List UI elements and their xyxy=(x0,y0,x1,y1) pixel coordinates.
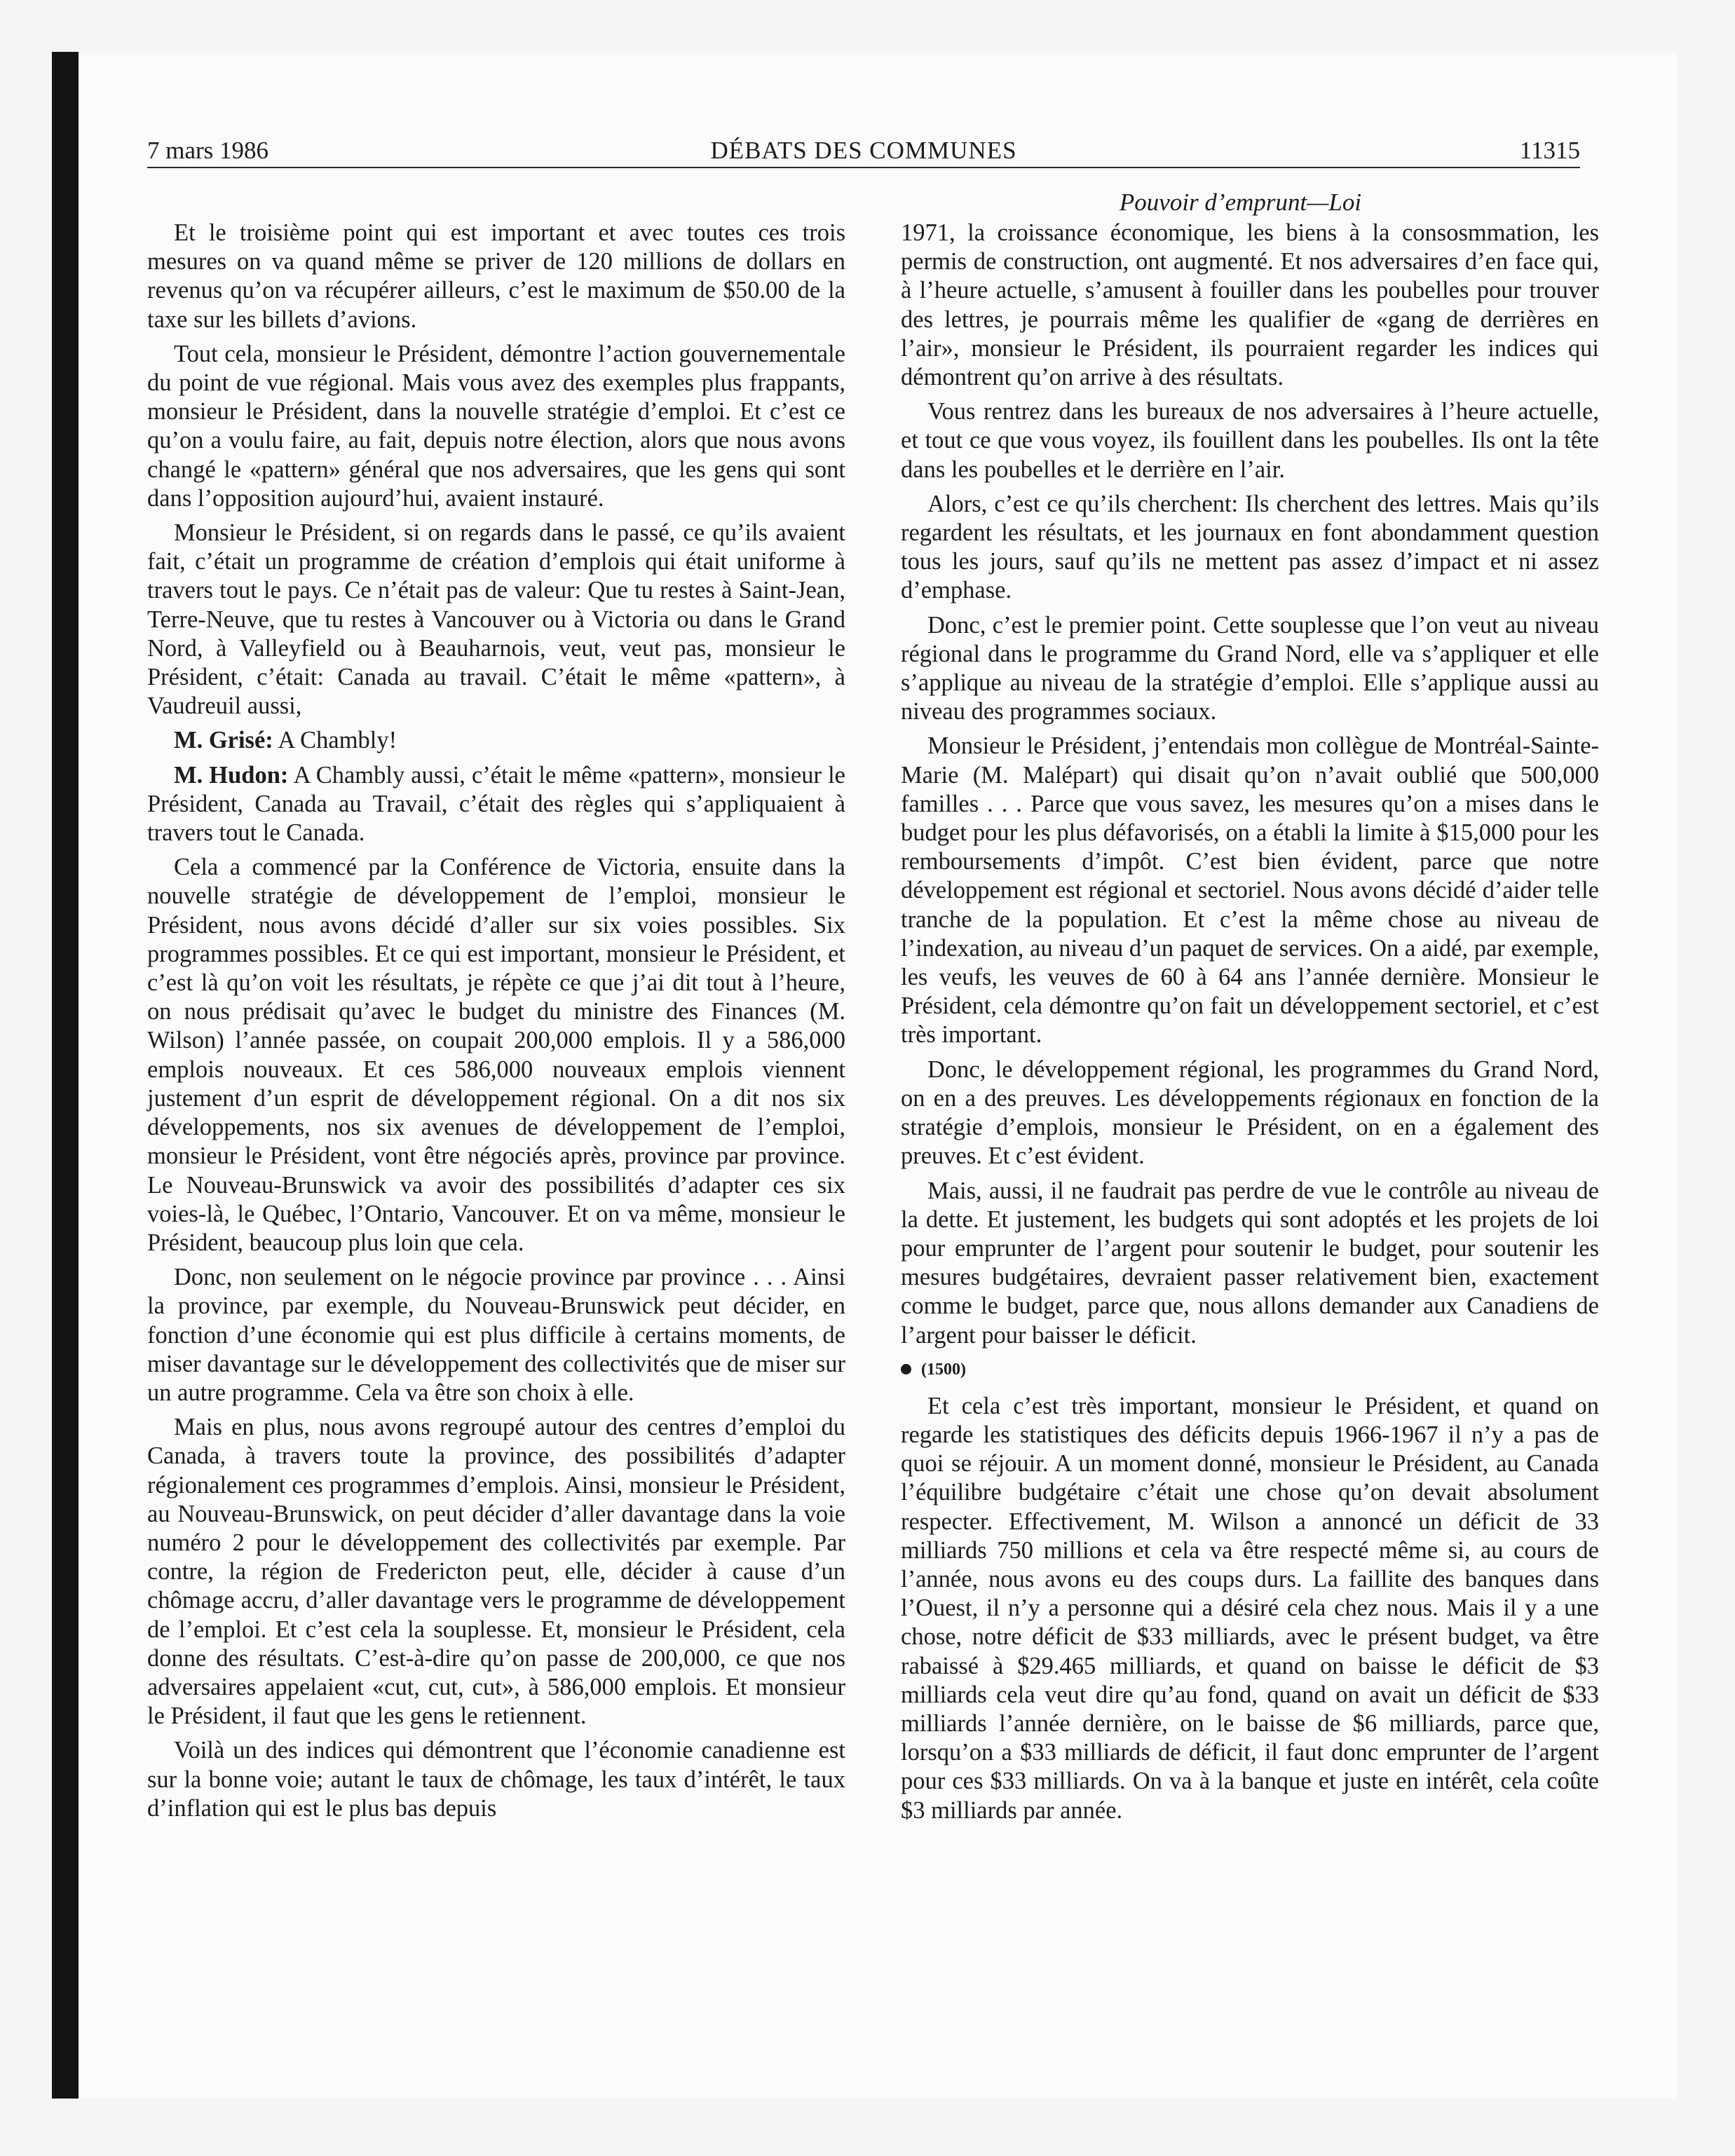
paragraph: Monsieur le Président, j’entendais mon collègue de Montréal-Sainte-Marie (M. Malépart) qui disait qu’on n’avait oublié que 500,000 familles . . . Parce que vous savez, les mesures qu’on a mises dans le budget pour les plus défavorisés, on a établi la limite à $15,000 pour les remboursements d’impôt. C’est bien évident, parce que notre développement est régional et sectoriel. Nous avons décidé d’aider telle tranche de la population. Et c’est la même chose au niveau de l’indexation, au niveau d’un paquet de services. On a aidé, par exemple, les veufs, les veuves de 60 à 64 ans l’année dernière. Monsieur le Président, cela démontre qu’on fait un développement sectoriel, et c’est très important. xyxy=(901,732,1599,1049)
running-head: Pouvoir d’emprunt—Loi xyxy=(1119,189,1362,216)
timestamp-text: (1500) xyxy=(921,1360,966,1379)
scan-binding-edge xyxy=(52,52,79,2099)
paragraph: Donc, le développement régional, les programmes du Grand Nord, on en a des preuves. Les développements régionaux en fonction de la stratégie d’emplois, monsieur le Président, on en a également des preuves. Et c’est évident. xyxy=(901,1056,1599,1170)
right-column xyxy=(901,219,1599,1831)
paragraph-continued: 1971, la croissance économique, les biens à la consosmmation, les permis de construction, ont augmenté. Et nos adversaires d’en face qui, à l’heure actuelle, s’amusent à fouiller dans les poubelles pour trouver des lettres, je pourrais même les qualifier de «gang de derrières en l’air», monsieur le Président, ils pourraient regarder les indices qui démontrent qu’on arrive à des résultats. xyxy=(901,219,1599,391)
paragraph: Mais en plus, nous avons regroupé autour des centres d’emploi du Canada, à travers toute la province, des possibilités d’adapter régionalement ces programmes d’emplois. Ainsi, monsieur le Président, au Nouveau-Brunswick, on peut décider d’aller davantage dans la voie numéro 2 pour le développement des collectivités par exemple. Par contre, la région de Fredericton peut, elle, décider à cause d’un chômage accru, d’aller davantage vers le programme de développement de l’emploi. Et c’est cela la souplesse. Et, monsieur le Président, cela donne des résultats. C’est-à-dire qu’on passe de 200,000, ce que nos adversaires appelaient «cut, cut, cut», à 586,000 emplois. Et monsieur le Président, il faut que les gens le retiennent. xyxy=(147,1414,845,1730)
paragraph: Donc, non seulement on le négocie province par province . . . Ainsi la province, par exemple, du Nouveau-Brunswick peut décider, en fonction d’une économie qui est plus difficile à certains moments, de miser davantage sur le développement des collectivités que de miser sur un autre programme. Cela va être son choix à elle. xyxy=(147,1264,845,1406)
paragraph: Mais, aussi, il ne faudrait pas perdre de vue le contrôle au niveau de la dette. Et justement, les budgets qui sont adoptés et les projets de loi pour emprunter de l’argent pour soutenir le budget, pour soutenir les mesures budgétaires, devraient passer relativement bien, exactement comme le budget, parce que, nous allons demander aux Canadiens de l’argent pour baisser le déficit. xyxy=(901,1177,1599,1349)
paragraph: Vous rentrez dans les bureaux de nos adversaires à l’heure actuelle, et tout ce que vous voyez, ils fouillent dans les poubelles. Ils ont la tête dans les poubelles et le derrière en l’air. xyxy=(901,398,1599,483)
paragraph: Et cela c’est très important, monsieur le Président, et quand on regarde les statistiques des déficits depuis 1966-1967 il n’y a pas de quoi se réjouir. A un moment donné, monsieur le Président, au Canada l’équilibre budgétaire c’était une chose qu’on devait absolument respecter. Effectivement, M. Wilson a annoncé un déficit de 33 milliards 750 millions et cela va être respecté même si, au cours de l’année, nous avons eu des coups durs. La faillite des banques dans l’Ouest, il n’y a personne qui a désiré cela chez nous. Mais il y a une chose, notre déficit de $33 milliards, avec le présent budget, va être rabaissé à $29.465 milliards, et quand on baisse le déficit de $3 milliards cela veut dire qu’au fond, quand on avait un déficit de $33 milliards l’année dernière, on le baisse de $6 milliards, parce que, lorsqu’on a $33 milliards de déficit, il faut donc emprunter de l’argent pour ces $33 milliards. On va à la banque et juste en intérêt, cela coûte $3 milliards par année. xyxy=(901,1392,1599,1824)
bullet-icon xyxy=(901,1364,911,1374)
header-date: 7 mars 1986 xyxy=(147,137,269,164)
page-header xyxy=(147,135,1580,167)
paragraph: Monsieur le Président, si on regards dans le passé, ce qu’ils avaient fait, c’était un programme de création d’emplois qui était uniforme à travers tout le pays. Ce n’était pas de valeur: Que tu restes à Saint-Jean, Terre-Neuve, que tu restes à Vancouver ou à Victoria ou dans le Grand Nord, à Valleyfield ou à Beauharnois, veut, veut pas, monsieur le Président, c’était: Canada au travail. C’était le même «pattern», à Vaudreuil aussi, xyxy=(147,519,845,720)
speech-text: A Chambly! xyxy=(278,727,397,754)
speech-text: A Chambly aussi, c’était le même «pattern», monsieur le Président, Canada au Travail, c’était des règles qui s’appliquaient à travers tout le Canada. xyxy=(147,761,845,847)
speaker-name: M. Grisé: xyxy=(174,727,273,754)
paragraph: Donc, c’est le premier point. Cette souplesse que l’on veut au niveau régional dans le programme du Grand Nord, elle va s’appliquer et elle s’applique au niveau de la stratégie d’emploi. Elle s’applique aussi au niveau des programmes sociaux. xyxy=(901,611,1599,725)
header-title: DÉBATS DES COMMUNES xyxy=(710,137,1017,164)
header-rule xyxy=(147,167,1580,168)
speech-hudon xyxy=(147,761,845,848)
paragraph: Alors, c’est ce qu’ils cherchent: Ils cherchent des lettres. Mais qu’ils regardent les résultats, et les journaux en font abondamment question tous les jours, sauf qu’ils ne mettent pas assez d’impact et ni assez d’emphase. xyxy=(901,490,1599,604)
time-marker xyxy=(901,1356,1599,1384)
paragraph: Voilà un des indices qui démontrent que l’économie canadienne est sur la bonne voie; autant le taux de chômage, les taux d’intérêt, le taux d’inflation qui est le plus bas depuis xyxy=(147,1737,845,1822)
speaker-name: M. Hudon: xyxy=(174,761,289,789)
paragraph: Cela a commencé par la Conférence de Victoria, ensuite dans la nouvelle stratégie de développement de l’emploi, monsieur le Président, nous avons décidé d’aller sur six voies possibles. Six programmes possibles. Et ce qui est important, monsieur le Président, et c’est là qu’on voit les résultats, je répète ce que j’ai dit tout à l’heure, on nous prédisait qu’avec le budget du ministre des Finances (M. Wilson) l’année passée, on coupait 200,000 emplois. Il y a 586,000 emplois nouveaux. Et ces 586,000 nouveaux emplois viennent justement d’un esprit de développement régional. On a dit nos six développements, nos six avenues de développement de l’emploi, monsieur le Président, vont être négociés après, province par province. Le Nouveau-Brunswick va avoir des possibilités d’adapter ces six voies-là, le Québec, l’Ontario, Vancouver. Et on va même, monsieur le Président, beaucoup plus loin que cela. xyxy=(147,854,845,1256)
header-page-number: 11315 xyxy=(1519,137,1580,164)
left-column xyxy=(147,219,845,1829)
paragraph: Et le troisième point qui est important et avec toutes ces trois mesures on va quand même se priver de 120 millions de dollars en revenus qu’on va récupérer ailleurs, c’est le maximum de $50.00 de la taxe sur les billets d’avions. xyxy=(147,219,845,333)
speech-grise xyxy=(147,726,845,755)
paragraph: Tout cela, monsieur le Président, démontre l’action gouvernementale du point de vue régional. Mais vous avez des exemples plus frappants, monsieur le Président, dans la nouvelle stratégie d’emploi. Et c’est ce qu’on a voulu faire, au fait, depuis notre élection, alors que nous avons changé le «pattern» général que nos adversaires, que les gens qui sont dans l’opposition aujourd’hui, avaient instauré. xyxy=(147,340,845,512)
